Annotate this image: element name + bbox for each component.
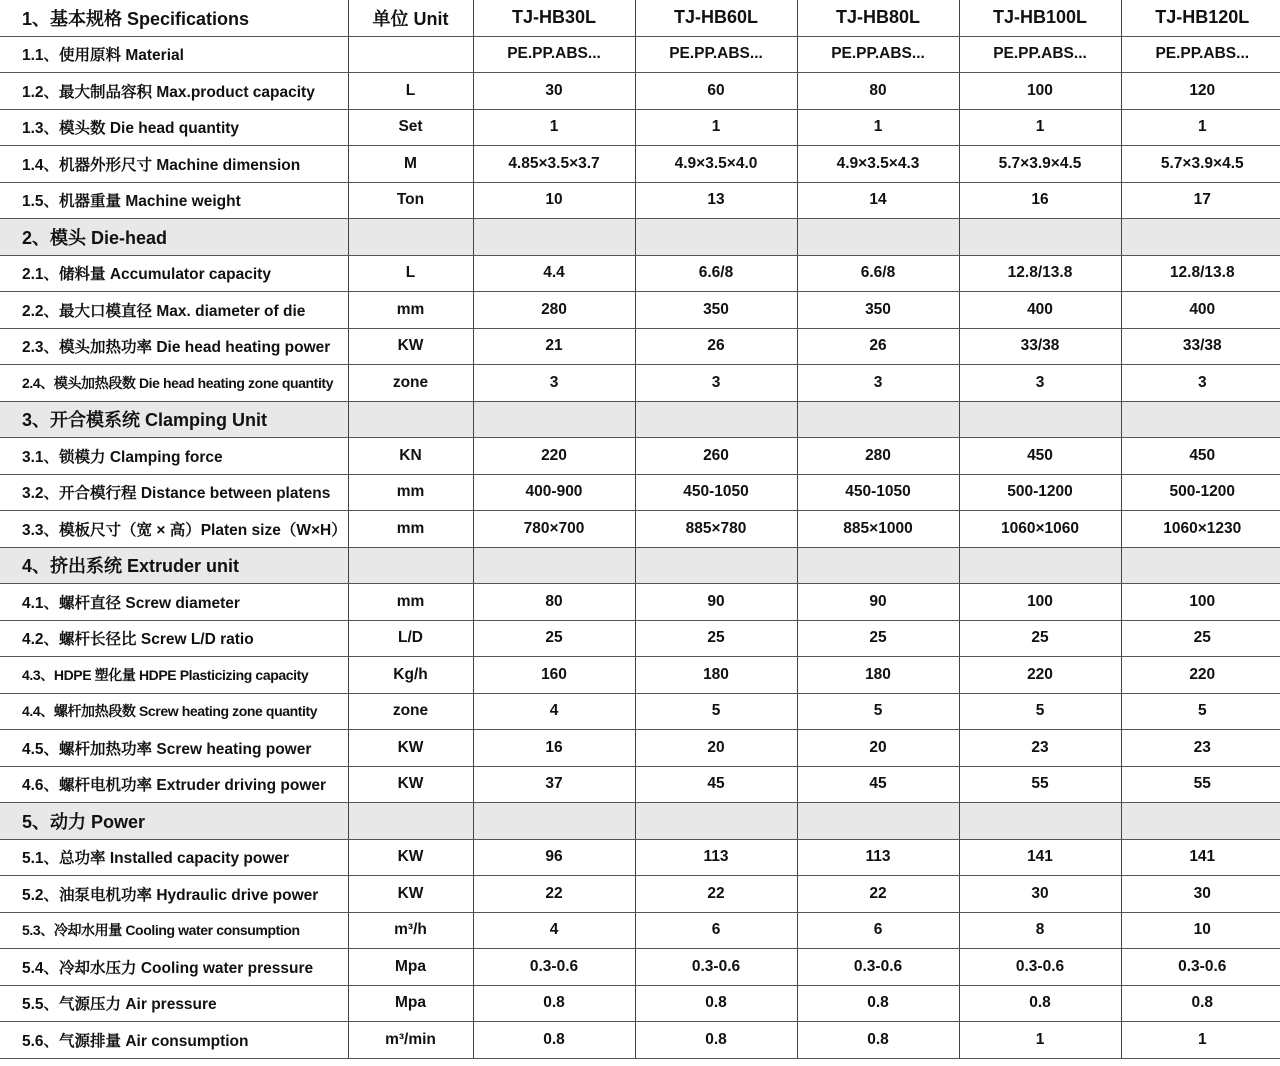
spec-value: 5 (797, 693, 959, 730)
spec-value: 141 (1121, 839, 1280, 876)
spec-value: PE.PP.ABS... (473, 36, 635, 73)
spec-row (0, 146, 1280, 183)
spec-unit: Mpa (348, 949, 473, 986)
spec-value: 280 (797, 438, 959, 475)
section-empty-cell (348, 547, 473, 584)
spec-label: 1.5、机器重量 Machine weight (0, 182, 348, 219)
section-title: 5、动力 Power (0, 803, 348, 840)
spec-label: 1.1、使用原料 Material (0, 36, 348, 73)
spec-unit: mm (348, 584, 473, 621)
spec-unit: KW (348, 839, 473, 876)
section-empty-cell (797, 803, 959, 840)
spec-label: 5.3、冷却水用量 Cooling water consumption (0, 912, 348, 949)
spec-value: 4.4 (473, 255, 635, 292)
spec-value: 26 (797, 328, 959, 365)
spec-value: 780×700 (473, 511, 635, 548)
spec-value: 0.3-0.6 (635, 949, 797, 986)
section-empty-cell (635, 803, 797, 840)
spec-row (0, 328, 1280, 365)
spec-label: 3.1、锁模力 Clamping force (0, 438, 348, 475)
spec-row (0, 474, 1280, 511)
spec-value: 10 (1121, 912, 1280, 949)
spec-value: 280 (473, 292, 635, 329)
spec-value: 4.85×3.5×3.7 (473, 146, 635, 183)
spec-value: 885×1000 (797, 511, 959, 548)
spec-value: 1 (473, 109, 635, 146)
spec-row (0, 730, 1280, 767)
spec-value: 12.8/13.8 (959, 255, 1121, 292)
spec-value: 220 (1121, 657, 1280, 694)
spec-value: 1 (1121, 1022, 1280, 1059)
section-empty-cell (959, 803, 1121, 840)
spec-value: 1060×1230 (1121, 511, 1280, 548)
spec-unit: m³/min (348, 1022, 473, 1059)
spec-value: 400-900 (473, 474, 635, 511)
section-row (0, 547, 1280, 584)
spec-label: 5.2、油泵电机功率 Hydraulic drive power (0, 876, 348, 913)
spec-value: 90 (635, 584, 797, 621)
spec-value: 20 (797, 730, 959, 767)
spec-value: 100 (1121, 584, 1280, 621)
spec-value: 180 (635, 657, 797, 694)
spec-value: 220 (473, 438, 635, 475)
spec-value: 350 (635, 292, 797, 329)
spec-value: 3 (1121, 365, 1280, 402)
section-title: 4、挤出系统 Extruder unit (0, 547, 348, 584)
spec-value: 450 (1121, 438, 1280, 475)
spec-unit: zone (348, 365, 473, 402)
section-empty-cell (959, 219, 1121, 256)
spec-row (0, 438, 1280, 475)
spec-value: 0.8 (473, 1022, 635, 1059)
spec-value: 5.7×3.9×4.5 (1121, 146, 1280, 183)
header-row (0, 0, 1280, 36)
spec-value: 141 (959, 839, 1121, 876)
section-empty-cell (473, 219, 635, 256)
spec-value: 113 (797, 839, 959, 876)
spec-value: 16 (473, 730, 635, 767)
spec-value: 45 (635, 766, 797, 803)
spec-value: 13 (635, 182, 797, 219)
spec-value: 26 (635, 328, 797, 365)
spec-value: 400 (959, 292, 1121, 329)
spec-row (0, 584, 1280, 621)
spec-label: 3.2、开合模行程 Distance between platens (0, 474, 348, 511)
section-empty-cell (959, 547, 1121, 584)
spec-value: 6 (635, 912, 797, 949)
spec-unit: mm (348, 292, 473, 329)
spec-value: 30 (1121, 876, 1280, 913)
spec-unit: Set (348, 109, 473, 146)
spec-value: 0.3-0.6 (797, 949, 959, 986)
spec-unit (348, 36, 473, 73)
spec-value: 25 (473, 620, 635, 657)
spec-value: 500-1200 (959, 474, 1121, 511)
spec-value: 0.3-0.6 (959, 949, 1121, 986)
spec-unit: mm (348, 474, 473, 511)
spec-value: 25 (797, 620, 959, 657)
spec-value: 3 (473, 365, 635, 402)
spec-value: 0.8 (797, 985, 959, 1022)
section-empty-cell (635, 401, 797, 438)
spec-label: 1.4、机器外形尺寸 Machine dimension (0, 146, 348, 183)
spec-value: 1 (635, 109, 797, 146)
spec-value: 1 (959, 1022, 1121, 1059)
spec-label: 1.3、模头数 Die head quantity (0, 109, 348, 146)
spec-value: 500-1200 (1121, 474, 1280, 511)
spec-value: 14 (797, 182, 959, 219)
spec-unit: Ton (348, 182, 473, 219)
spec-value: 80 (473, 584, 635, 621)
header-model: TJ-HB120L (1121, 0, 1280, 36)
spec-value: 10 (473, 182, 635, 219)
spec-value: 20 (635, 730, 797, 767)
section-empty-cell (473, 401, 635, 438)
spec-row (0, 839, 1280, 876)
spec-value: 25 (1121, 620, 1280, 657)
spec-value: 45 (797, 766, 959, 803)
spec-value: 1060×1060 (959, 511, 1121, 548)
spec-value: 0.8 (635, 1022, 797, 1059)
spec-unit: KW (348, 328, 473, 365)
section-empty-cell (797, 401, 959, 438)
spec-label: 5.1、总功率 Installed capacity power (0, 839, 348, 876)
spec-value: 4 (473, 912, 635, 949)
spec-value: 0.8 (473, 985, 635, 1022)
spec-row (0, 657, 1280, 694)
header-label: 1、基本规格 Specifications (0, 0, 348, 36)
spec-row (0, 73, 1280, 110)
section-empty-cell (348, 219, 473, 256)
spec-unit: KW (348, 766, 473, 803)
spec-value: 55 (1121, 766, 1280, 803)
spec-value: 0.3-0.6 (1121, 949, 1280, 986)
spec-value: 22 (473, 876, 635, 913)
section-empty-cell (348, 401, 473, 438)
section-empty-cell (797, 547, 959, 584)
spec-unit: Kg/h (348, 657, 473, 694)
spec-value: 5.7×3.9×4.5 (959, 146, 1121, 183)
spec-value: 22 (797, 876, 959, 913)
spec-value: 6 (797, 912, 959, 949)
spec-value: 220 (959, 657, 1121, 694)
section-empty-cell (1121, 219, 1280, 256)
spec-value: 6.6/8 (635, 255, 797, 292)
section-empty-cell (797, 219, 959, 256)
spec-value: 21 (473, 328, 635, 365)
spec-row (0, 949, 1280, 986)
section-empty-cell (959, 401, 1121, 438)
spec-unit: KW (348, 876, 473, 913)
spec-label: 4.3、HDPE 塑化量 HDPE Plasticizing capacity (0, 657, 348, 694)
header-model: TJ-HB60L (635, 0, 797, 36)
spec-value: 6.6/8 (797, 255, 959, 292)
spec-value: PE.PP.ABS... (1121, 36, 1280, 73)
spec-row (0, 182, 1280, 219)
spec-row (0, 292, 1280, 329)
spec-value: 96 (473, 839, 635, 876)
section-title: 3、开合模系统 Clamping Unit (0, 401, 348, 438)
spec-value: 0.8 (635, 985, 797, 1022)
spec-value: 0.8 (797, 1022, 959, 1059)
spec-value: 0.3-0.6 (473, 949, 635, 986)
spec-unit: L/D (348, 620, 473, 657)
section-empty-cell (348, 803, 473, 840)
spec-row (0, 109, 1280, 146)
spec-value: 17 (1121, 182, 1280, 219)
spec-label: 4.6、螺杆电机功率 Extruder driving power (0, 766, 348, 803)
spec-value: 450-1050 (797, 474, 959, 511)
spec-row (0, 365, 1280, 402)
spec-value: 1 (959, 109, 1121, 146)
spec-value: 33/38 (1121, 328, 1280, 365)
spec-value: 5 (1121, 693, 1280, 730)
spec-label: 2.3、模头加热功率 Die head heating power (0, 328, 348, 365)
spec-value: 3 (797, 365, 959, 402)
header-unit: 单位 Unit (348, 0, 473, 36)
spec-value: 80 (797, 73, 959, 110)
spec-value: 100 (959, 73, 1121, 110)
spec-value: 0.8 (1121, 985, 1280, 1022)
spec-value: 22 (635, 876, 797, 913)
spec-value: 4.9×3.5×4.3 (797, 146, 959, 183)
spec-value: 160 (473, 657, 635, 694)
section-empty-cell (635, 547, 797, 584)
spec-value: PE.PP.ABS... (959, 36, 1121, 73)
spec-unit: KW (348, 730, 473, 767)
spec-value: PE.PP.ABS... (797, 36, 959, 73)
section-row (0, 219, 1280, 256)
header-model: TJ-HB100L (959, 0, 1121, 36)
section-empty-cell (473, 803, 635, 840)
spec-label: 4.1、螺杆直径 Screw diameter (0, 584, 348, 621)
spec-unit: KN (348, 438, 473, 475)
spec-label: 4.2、螺杆长径比 Screw L/D ratio (0, 620, 348, 657)
spec-value: 350 (797, 292, 959, 329)
spec-row (0, 1022, 1280, 1059)
spec-value: 1 (1121, 109, 1280, 146)
spec-unit: zone (348, 693, 473, 730)
header-model: TJ-HB30L (473, 0, 635, 36)
spec-value: 25 (635, 620, 797, 657)
spec-label: 4.4、螺杆加热段数 Screw heating zone quantity (0, 693, 348, 730)
spec-row (0, 766, 1280, 803)
spec-value: 60 (635, 73, 797, 110)
spec-label: 1.2、最大制品容积 Max.product capacity (0, 73, 348, 110)
spec-value: 55 (959, 766, 1121, 803)
spec-value: 37 (473, 766, 635, 803)
spec-row (0, 36, 1280, 73)
section-empty-cell (1121, 803, 1280, 840)
spec-label: 2.4、模头加热段数 Die head heating zone quantity (0, 365, 348, 402)
section-empty-cell (473, 547, 635, 584)
spec-value: 25 (959, 620, 1121, 657)
spec-value: 8 (959, 912, 1121, 949)
spec-unit: mm (348, 511, 473, 548)
spec-value: 33/38 (959, 328, 1121, 365)
spec-row (0, 255, 1280, 292)
spec-row (0, 912, 1280, 949)
spec-value: 3 (959, 365, 1121, 402)
spec-value: 0.8 (959, 985, 1121, 1022)
spec-value: 4 (473, 693, 635, 730)
spec-value: 23 (959, 730, 1121, 767)
spec-unit: L (348, 255, 473, 292)
section-empty-cell (1121, 401, 1280, 438)
spec-value: 260 (635, 438, 797, 475)
spec-unit: Mpa (348, 985, 473, 1022)
spec-value: 450 (959, 438, 1121, 475)
spec-label: 5.5、气源压力 Air pressure (0, 985, 348, 1022)
spec-value: 5 (635, 693, 797, 730)
spec-value: 90 (797, 584, 959, 621)
spec-label: 4.5、螺杆加热功率 Screw heating power (0, 730, 348, 767)
spec-value: 30 (473, 73, 635, 110)
spec-value: 180 (797, 657, 959, 694)
spec-value: PE.PP.ABS... (635, 36, 797, 73)
spec-label: 5.4、冷却水压力 Cooling water pressure (0, 949, 348, 986)
section-empty-cell (1121, 547, 1280, 584)
spec-label: 2.2、最大口模直径 Max. diameter of die (0, 292, 348, 329)
spec-value: 885×780 (635, 511, 797, 548)
spec-value: 400 (1121, 292, 1280, 329)
spec-value: 450-1050 (635, 474, 797, 511)
section-row (0, 803, 1280, 840)
spec-value: 16 (959, 182, 1121, 219)
spec-row (0, 620, 1280, 657)
section-empty-cell (635, 219, 797, 256)
spec-value: 3 (635, 365, 797, 402)
spec-value: 30 (959, 876, 1121, 913)
section-title: 2、模头 Die-head (0, 219, 348, 256)
spec-unit: m³/h (348, 912, 473, 949)
spec-unit: M (348, 146, 473, 183)
spec-label: 5.6、气源排量 Air consumption (0, 1022, 348, 1059)
header-model: TJ-HB80L (797, 0, 959, 36)
spec-value: 12.8/13.8 (1121, 255, 1280, 292)
spec-row (0, 876, 1280, 913)
spec-label: 3.3、模板尺寸（宽 × 高）Platen size（W×H） (0, 511, 348, 548)
spec-value: 1 (797, 109, 959, 146)
spec-value: 120 (1121, 73, 1280, 110)
spec-unit: L (348, 73, 473, 110)
spec-row (0, 511, 1280, 548)
spec-value: 5 (959, 693, 1121, 730)
spec-value: 4.9×3.5×4.0 (635, 146, 797, 183)
spec-value: 23 (1121, 730, 1280, 767)
spec-value: 100 (959, 584, 1121, 621)
spec-value: 113 (635, 839, 797, 876)
spec-row (0, 985, 1280, 1022)
spec-row (0, 693, 1280, 730)
section-row (0, 401, 1280, 438)
spec-label: 2.1、储料量 Accumulator capacity (0, 255, 348, 292)
